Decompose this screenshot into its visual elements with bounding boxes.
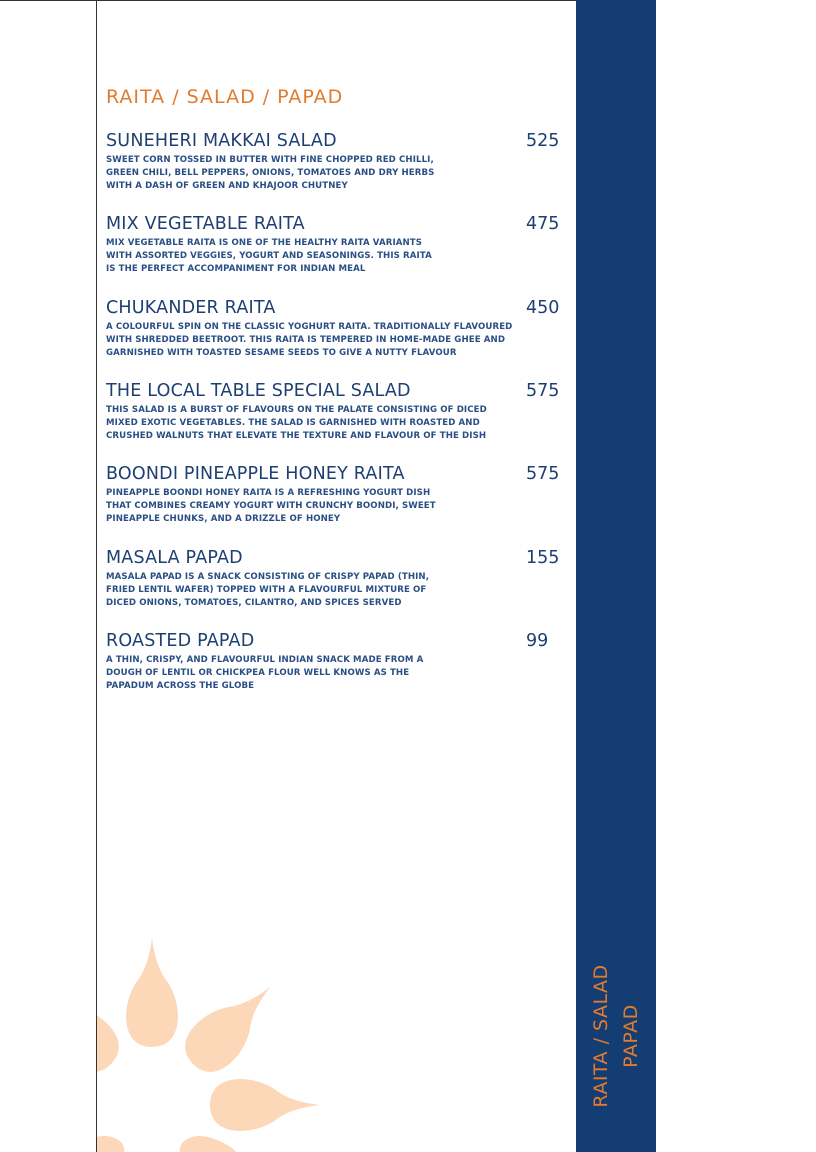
menu-item	[106, 297, 566, 360]
petal-shape	[210, 1079, 320, 1131]
item-name: MASALA PAPAD	[106, 548, 243, 568]
item-description: A THIN, CRISPY, AND FLAVOURFUL INDIAN SNACK MADE FROM A DOUGH OF LENTIL OR CHICKPEA FLOUR WELL KNOWS AS THE PAPADUM ACROSS THE GLOBE	[106, 655, 424, 691]
item-price: 525	[526, 131, 560, 151]
section-title: RAITA / SALAD / PAPAD	[106, 86, 344, 108]
side-label	[586, 950, 646, 1122]
item-name: SUNEHERI MAKKAI SALAD	[106, 131, 337, 151]
item-price: 99	[526, 631, 549, 651]
menu-item	[106, 547, 566, 610]
side-label-line1: RAITA / SALAD	[590, 964, 612, 1108]
item-description: MIX VEGETABLE RAITA IS ONE OF THE HEALTHY RAITA VARIANTS WITH ASSORTED VEGGIES, YOGURT AND SEASONINGS. THIS RAITA IS THE PERFECT ACCOMPANIMENT FOR INDIAN MEAL	[106, 238, 432, 274]
item-description: A COLOURFUL SPIN ON THE CLASSIC YOGHURT RAITA. TRADITIONALLY FLAVOURED WITH SHREDDED BEETROOT. THIS RAITA IS TEMPERED IN HOME-MADE GHEE AND GARNISHED WITH TOASTED SESAME SEEDS TO GIVE A NUTTY FLAVOUR	[106, 322, 513, 358]
item-price: 575	[526, 464, 560, 484]
menu-item	[106, 380, 566, 443]
item-price: 475	[526, 214, 560, 234]
item-name: ROASTED PAPAD	[106, 631, 255, 651]
menu-item	[106, 630, 566, 693]
menu-item	[106, 463, 566, 526]
menu-item	[106, 130, 566, 193]
item-price: 155	[526, 548, 560, 568]
item-description: PINEAPPLE BOONDI HONEY RAITA IS A REFRESHING YOGURT DISH THAT COMBINES CREAMY YOGURT WITH CRUNCHY BOONDI, SWEET PINEAPPLE CHUNKS, AND A DRIZZLE OF HONEY	[106, 488, 436, 524]
side-label-line2: PAPAD	[620, 1004, 642, 1068]
item-description: THIS SALAD IS A BURST OF FLAVOURS ON THE PALATE CONSISTING OF DICED MIXED EXOTIC VEGETABLES. THE SALAD IS GARNISHED WITH ROASTED AND CRUSHED WALNUTS THAT ELEVATE THE TEXTURE AND FLAVOUR OF THE DISH	[106, 405, 487, 441]
petal-shape	[126, 937, 178, 1047]
item-name: MIX VEGETABLE RAITA	[106, 214, 305, 234]
petal-shape	[180, 1136, 236, 1152]
item-price: 575	[526, 381, 560, 401]
flower-decoration-icon	[97, 920, 576, 1152]
petal-shape	[97, 968, 129, 1082]
item-name: BOONDI PINEAPPLE HONEY RAITA	[106, 464, 405, 484]
item-description: MASALA PAPAD IS A SNACK CONSISTING OF CRISPY PAPAD (THIN, FRIED LENTIL WAFER) TOPPED WITH A FLAVOURFUL MIXTURE OF DICED ONIONS, TOMATOES, CILANTRO, AND SPICES SERVED	[106, 572, 430, 608]
item-name: THE LOCAL TABLE SPECIAL SALAD	[106, 381, 411, 401]
menu-item	[106, 213, 566, 276]
item-name: CHUKANDER RAITA	[106, 298, 276, 318]
petal-shape	[97, 1136, 124, 1152]
item-description: SWEET CORN TOSSED IN BUTTER WITH FINE CHOPPED RED CHILLI, GREEN CHILI, BELL PEPPERS, ONIONS, TOMATOES AND DRY HERBS WITH A DASH OF GREEN AND KHAJOOR CHUTNEY	[106, 155, 435, 191]
item-price: 450	[526, 298, 560, 318]
petal-shape	[175, 968, 289, 1082]
